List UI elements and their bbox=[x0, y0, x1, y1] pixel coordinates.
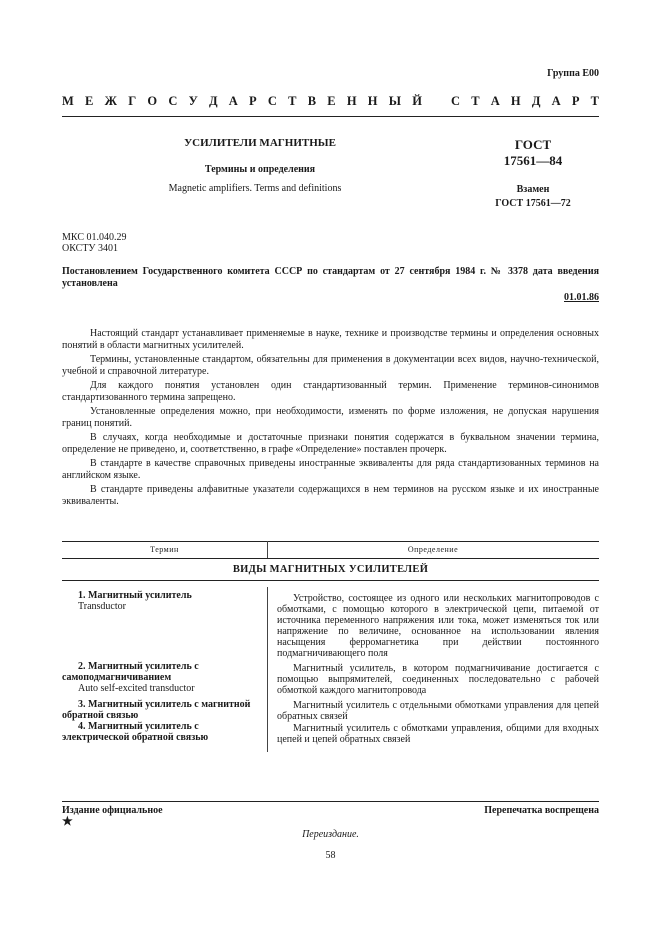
definition-text: Магнитный усилитель с обмотками управления, общими для входных цепей и цепей обратных связей bbox=[277, 723, 599, 745]
banner-letter: Т bbox=[471, 94, 480, 108]
banner-letter: С bbox=[267, 94, 277, 108]
document-title-english: Magnetic amplifiers. Terms and definitions bbox=[168, 183, 342, 194]
banner-letter: Ы bbox=[388, 94, 402, 108]
banner-word-standard bbox=[451, 94, 599, 109]
banner-letter: А bbox=[228, 94, 238, 108]
footer-rule bbox=[62, 801, 599, 802]
term-en: Transductor bbox=[78, 601, 126, 612]
term-entry bbox=[62, 699, 262, 721]
banner-letter: Т bbox=[590, 94, 599, 108]
replaces-block bbox=[468, 183, 598, 211]
header-rule bbox=[62, 116, 599, 117]
intro-paragraph: Установленные определения можно, при необходимости, изменять по форме изложения, не допуская нарушения границ понятий. bbox=[62, 406, 599, 429]
banner-letter: Ж bbox=[104, 94, 117, 108]
gost-label: ГОСТ bbox=[514, 137, 552, 152]
effective-date: 01.01.86 bbox=[564, 292, 599, 303]
banner-letter: Т bbox=[288, 94, 297, 108]
banner-letter: У bbox=[188, 94, 198, 108]
banner-letter: Е bbox=[85, 94, 94, 108]
banner-letter: Н bbox=[510, 94, 521, 108]
banner-letter: Р bbox=[571, 94, 580, 108]
column-header-definition: Определение bbox=[407, 545, 459, 554]
banner-letter: Н bbox=[367, 94, 378, 108]
official-edition-label: Издание официальное bbox=[62, 805, 163, 816]
reprint-prohibited-label: Перепечатка воспрещена bbox=[484, 805, 599, 816]
definition-text: Магнитный усилитель с отдельными обмотками управления для цепей обратных связей bbox=[277, 700, 599, 722]
banner-letter: Й bbox=[412, 94, 422, 108]
section-title: ВИДЫ МАГНИТНЫХ УСИЛИТЕЛЕЙ bbox=[232, 564, 429, 575]
term-entry bbox=[62, 661, 262, 694]
gost-designation bbox=[478, 137, 588, 169]
term-en: Auto self-excited transductor bbox=[78, 683, 195, 694]
banner-letter: О bbox=[147, 94, 158, 108]
banner-letter: Е bbox=[327, 94, 336, 108]
reissue-label: Переиздание. bbox=[302, 829, 359, 840]
page-number: 58 bbox=[325, 850, 336, 861]
term-entry bbox=[62, 590, 262, 612]
banner-letter: С bbox=[168, 94, 178, 108]
intro-paragraph: Термины, установленные стандартом, обязательны для применения в документации всех видов, научно-технической, учебной и справочной литературе. bbox=[62, 354, 599, 377]
definition-text: Устройство, состоящее из одного или нескольких магнитопроводов с обмотками, с помощью которого в электрической цепи, питаемой от источника переменного напряжения или тока, может изменяться ток или напряжение по величине, основанное на использовании явления насыщения ферромагнетика при действии постоянного подмагничивающего поля bbox=[277, 593, 599, 659]
term-ru: 1. Магнитный усилитель bbox=[78, 590, 192, 601]
banner-letter: А bbox=[551, 94, 561, 108]
mks-code: МКС 01.040.29 bbox=[62, 232, 127, 243]
banner-letter: С bbox=[451, 94, 461, 108]
gost-number: 17561—84 bbox=[503, 153, 563, 168]
classification-codes bbox=[62, 232, 126, 254]
table-header-rule bbox=[62, 558, 599, 559]
group-code: Группа Е00 bbox=[547, 68, 599, 79]
intro-paragraph: В стандарте приведены алфавитные указатели содержащихся в нем терминов на русском языке и их иностранные эквиваленты. bbox=[62, 484, 599, 507]
banner-letter: А bbox=[490, 94, 500, 108]
replaces-number: ГОСТ 17561—72 bbox=[495, 198, 571, 209]
definition-text: Магнитный усилитель, в котором подмагничивание достигается с помощью выпрямителей, соединенных последовательно с рабочей обмоткой каждого магнитопровода bbox=[277, 663, 599, 696]
table-top-rule bbox=[62, 541, 599, 542]
star-icon: ★ bbox=[62, 814, 73, 828]
introduction bbox=[62, 328, 599, 510]
intro-paragraph: Для каждого понятия установлен один стандартизованный термин. Применение терминов-синонимов стандартизованного термина запрещено. bbox=[62, 380, 599, 403]
document-title: УСИЛИТЕЛИ МАГНИТНЫЕ bbox=[184, 137, 336, 149]
term-ru: 3. Магнитный усилитель с магнитной обратной связью bbox=[62, 699, 251, 721]
banner-letter: Д bbox=[208, 94, 218, 108]
document-subtitle: Термины и определения bbox=[204, 164, 316, 175]
banner-letter: Г bbox=[128, 94, 137, 108]
term-ru: 4. Магнитный усилитель с электрической обратной связью bbox=[62, 721, 209, 743]
banner-word-interstate bbox=[62, 94, 422, 109]
intro-paragraph: В случаях, когда необходимые и достаточные признаки понятия содержатся в буквальном значении термина, определение не приведено, и, соответственно, в графе «Определение» поставлен прочерк. bbox=[62, 432, 599, 455]
standard-banner bbox=[62, 94, 599, 109]
banner-letter: Р bbox=[249, 94, 257, 108]
column-header-term: Термин bbox=[150, 545, 179, 554]
decree-text: Постановлением Государственного комитета СССР по стандартам от 27 сентября 1984 г. № 3378 дата введения установлена bbox=[62, 266, 599, 289]
section-rule bbox=[62, 580, 599, 581]
column-divider bbox=[267, 587, 268, 752]
replaces-label: Взамен bbox=[516, 184, 550, 195]
term-ru: 2. Магнитный усилитель с самоподмагничиванием bbox=[62, 661, 199, 683]
banner-letter: В bbox=[307, 94, 317, 108]
banner-letter: М bbox=[62, 94, 74, 108]
intro-paragraph: Настоящий стандарт устанавливает применяемые в науке, технике и производстве термины и определения основных понятий в области магнитных усилителей. bbox=[62, 328, 599, 351]
banner-letter: Н bbox=[346, 94, 357, 108]
banner-letter: Д bbox=[531, 94, 541, 108]
term-entry bbox=[62, 721, 262, 743]
intro-paragraph: В стандарте в качестве справочных приведены иностранные эквиваленты для ряда стандартизованных терминов на английском языке. bbox=[62, 458, 599, 481]
okstu-code: ОКСТУ 3401 bbox=[62, 243, 119, 254]
